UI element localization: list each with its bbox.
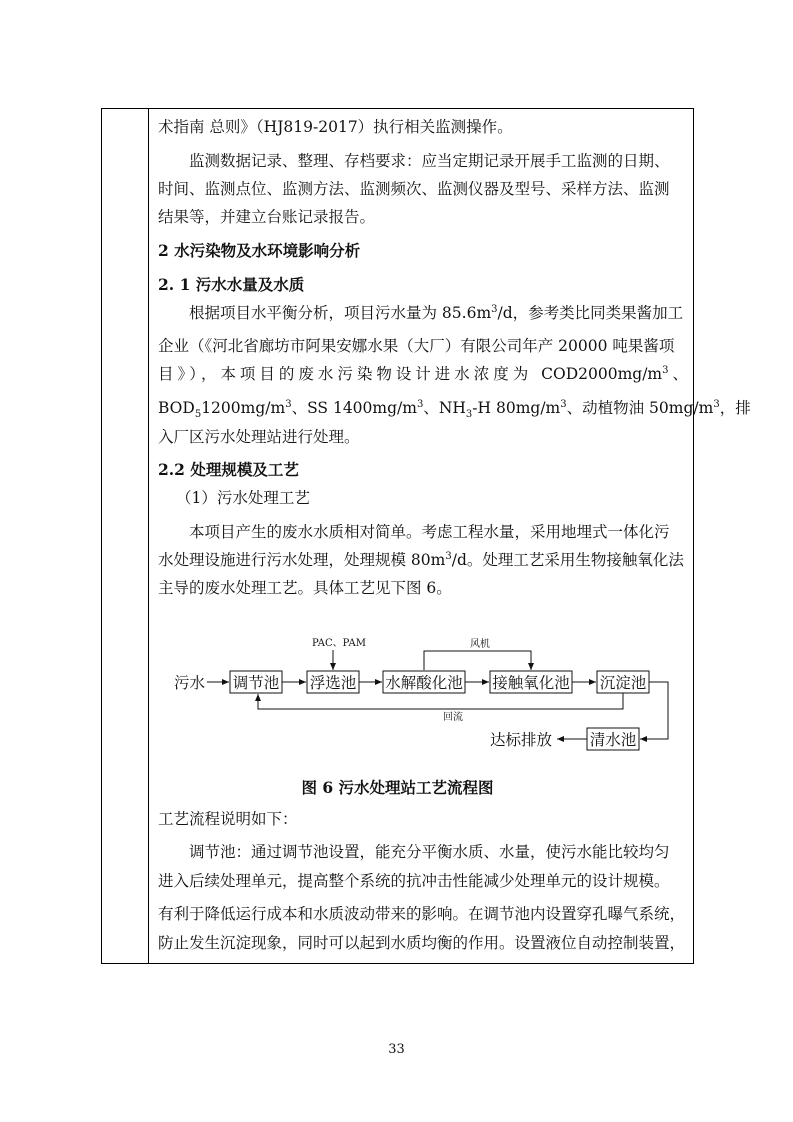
subsection-heading: 2. 1 污水水量及水质 [158, 275, 305, 294]
chemical-dosing-label: PAC、PAM [312, 638, 366, 649]
paragraph-line: 工艺流程说明如下： [158, 810, 298, 828]
paragraph-line: 防止发生沉淀现象，同时可以起到水质均衡的作用。设置液位自动控制装置， [158, 934, 686, 952]
node-label: 水解酸化池 [385, 674, 463, 692]
paragraph-line: 调节池：通过调节池设置，能充分平衡水质、水量，使污水能比较均匀 [189, 843, 670, 861]
paragraph-line: 进入后续处理单元，提高整个系统的抗冲击性能减少处理单元的设计规模。 [158, 872, 670, 890]
subsection-label: （1）污水处理工艺 [176, 489, 310, 507]
reflux-label: 回流 [443, 712, 463, 723]
discharge-label: 达标排放 [490, 731, 553, 749]
paragraph-line: 时间、监测点位、监测方法、监测频次、监测仪器及型号、采样方法、监测 [158, 180, 670, 198]
paragraph-line: $BOD_51200mg/m^3$、SS $1400mg/m^3$、$NH_3-H$ $80mg/m^3$、动植物油 $50mg/m^3$，排 [158, 398, 751, 421]
paragraph-line: 目》），本项目的废水污染物设计进水浓度为 $COD2000mg/m^3$、 [158, 364, 688, 383]
subsection-heading: 2.2 处理规模及工艺 [158, 460, 299, 479]
paragraph-line: 本项目产生的废水水质相对简单。考虑工程水量，采用地埋式一体化污 [189, 523, 670, 541]
page-number: 33 [388, 1042, 405, 1057]
node-label: 接触氧化池 [492, 674, 570, 692]
clear-water-tank-label: 清水池 [589, 731, 637, 749]
paragraph-line: 企业（《河北省廊坊市阿果安娜水果（大厂）有限公司年产 20000 吨果酱项 [158, 337, 675, 355]
figure-caption: 图 6 污水处理站工艺流程图 [301, 778, 494, 797]
node-label: 调节池 [232, 674, 280, 692]
node-label: 浮选池 [309, 674, 357, 692]
paragraph-line: 入厂区污水处理站进行处理。 [158, 428, 360, 446]
node-label: 沉淀池 [599, 674, 647, 692]
paragraph-line: 水处理设施进行污水处理，处理规模 $80m^3/d$。处理工艺采用生物接触氧化法 [158, 550, 684, 569]
paragraph-line: 术指南 总则》（HJ819-2017）执行相关监测操作。 [158, 118, 513, 136]
paragraph-line: 根据项目水平衡分析，项目污水量为 $85.6m^3/d$，参考类比同类果酱加工 [189, 303, 684, 322]
section-heading: 2 水污染物及水环境影响分析 [158, 241, 361, 260]
blower-label: 风机 [470, 639, 490, 650]
paragraph-line: 监测数据记录、整理、存档要求：应当定期记录开展手工监测的日期、 [189, 152, 670, 170]
paragraph-line: 结果等，并建立台账记录报告。 [158, 208, 376, 226]
paragraph-line: 主导的废水处理工艺。具体工艺见下图 6。 [158, 579, 452, 597]
paragraph-line: 有利于降低运行成本和水质波动带来的影响。在调节池内设置穿孔曝气系统， [158, 905, 686, 923]
input-label: 污水 [174, 674, 206, 692]
